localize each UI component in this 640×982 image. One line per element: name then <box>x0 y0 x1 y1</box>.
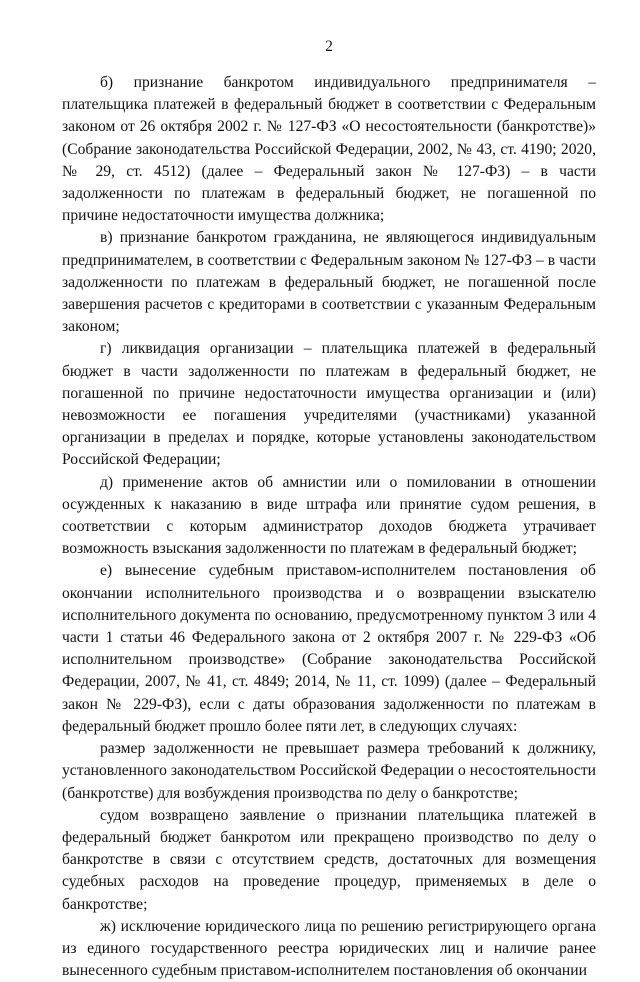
document-page <box>62 36 596 982</box>
paragraph-e-case-2: судом возвращено заявление о признании плательщика платежей в федеральный бюджет банкротом или прекращено производство по делу о банкротстве в связи с отсутствием средств, достаточных для возмещения судебных расходов на проведение процедур, применяемых в деле о банкротстве; <box>62 806 596 913</box>
paragraph-zh: ж) исключение юридического лица по решению регистрирующего органа из единого государственного реестра юридических лиц и наличие ранее вынесенного судебным приставом-исполнителем постановления об окончании <box>62 917 596 980</box>
paragraph-b: б) признание банкротом индивидуального предпринимателя – плательщика платежей в федеральный бюджет в соответствии с Федеральным законом от 26 октября 2002 г. № 127-ФЗ «О несостоятельности (банкротстве)» (Собрание законодательства Российской Федерации, 2002, № 43, ст. 4190; 2020, № 29, ст. 4512) (далее – Федеральный закон № 127-ФЗ) – в части задолженности по платежам в федеральный бюджет, не погашенной по причине недостаточности имущества должника; <box>62 74 596 225</box>
paragraph-e: е) вынесение судебным приставом-исполнителем постановления об окончании исполнительного производства и о возвращении взыскателю исполнительного документа по основанию, предусмотренному пунктом 3 или 4 части 1 статьи 46 Федерального закона от 2 октября 2007 г. № 229-ФЗ «Об исполнительном производстве» (Собрание законодательства Российской Федерации, 2007, № 41, ст. 4849; 2014, № 11, ст. 1099) (далее – Федеральный закон № 229-ФЗ), если с даты образования задолженности по платежам в федеральный бюджет прошло более пяти лет, в следующих случаях: <box>62 562 596 735</box>
paragraph-g: г) ликвидация организации – плательщика платежей в федеральный бюджет в части задолженности по платежам в федеральный бюджет, не погашенной по причине недостаточности имущества организации и (или) невозможности ее погашения учредителями (участниками) указанной организации в пределах и порядке, которые установлены законодательством Российской Федерации; <box>62 340 596 469</box>
paragraph-e-case-1: размер задолженности не превышает размера требований к должнику, установленного законодательством Российской Федерации о несостоятельности (банкротстве) для возбуждения производства по делу о банкротстве; <box>62 740 596 802</box>
paragraph-v: в) признание банкротом гражданина, не являющегося индивидуальным предпринимателем, в соответствии с Федеральным законом № 127-ФЗ – в части задолженности по платежам в федеральный бюджет, не погашенной после завершения расчетов с кредиторами в соответствии с указанным Федеральным законом; <box>62 229 596 336</box>
paragraph-d: д) применение актов об амнистии или о помиловании в отношении осужденных к наказанию в виде штрафа или принятие судом решения, в соответствии с которым администратор доходов бюджета утрачивает возможность взыскания задолженности по платежам в федеральный бюджет; <box>62 473 596 558</box>
page-number: 2 <box>325 38 333 55</box>
